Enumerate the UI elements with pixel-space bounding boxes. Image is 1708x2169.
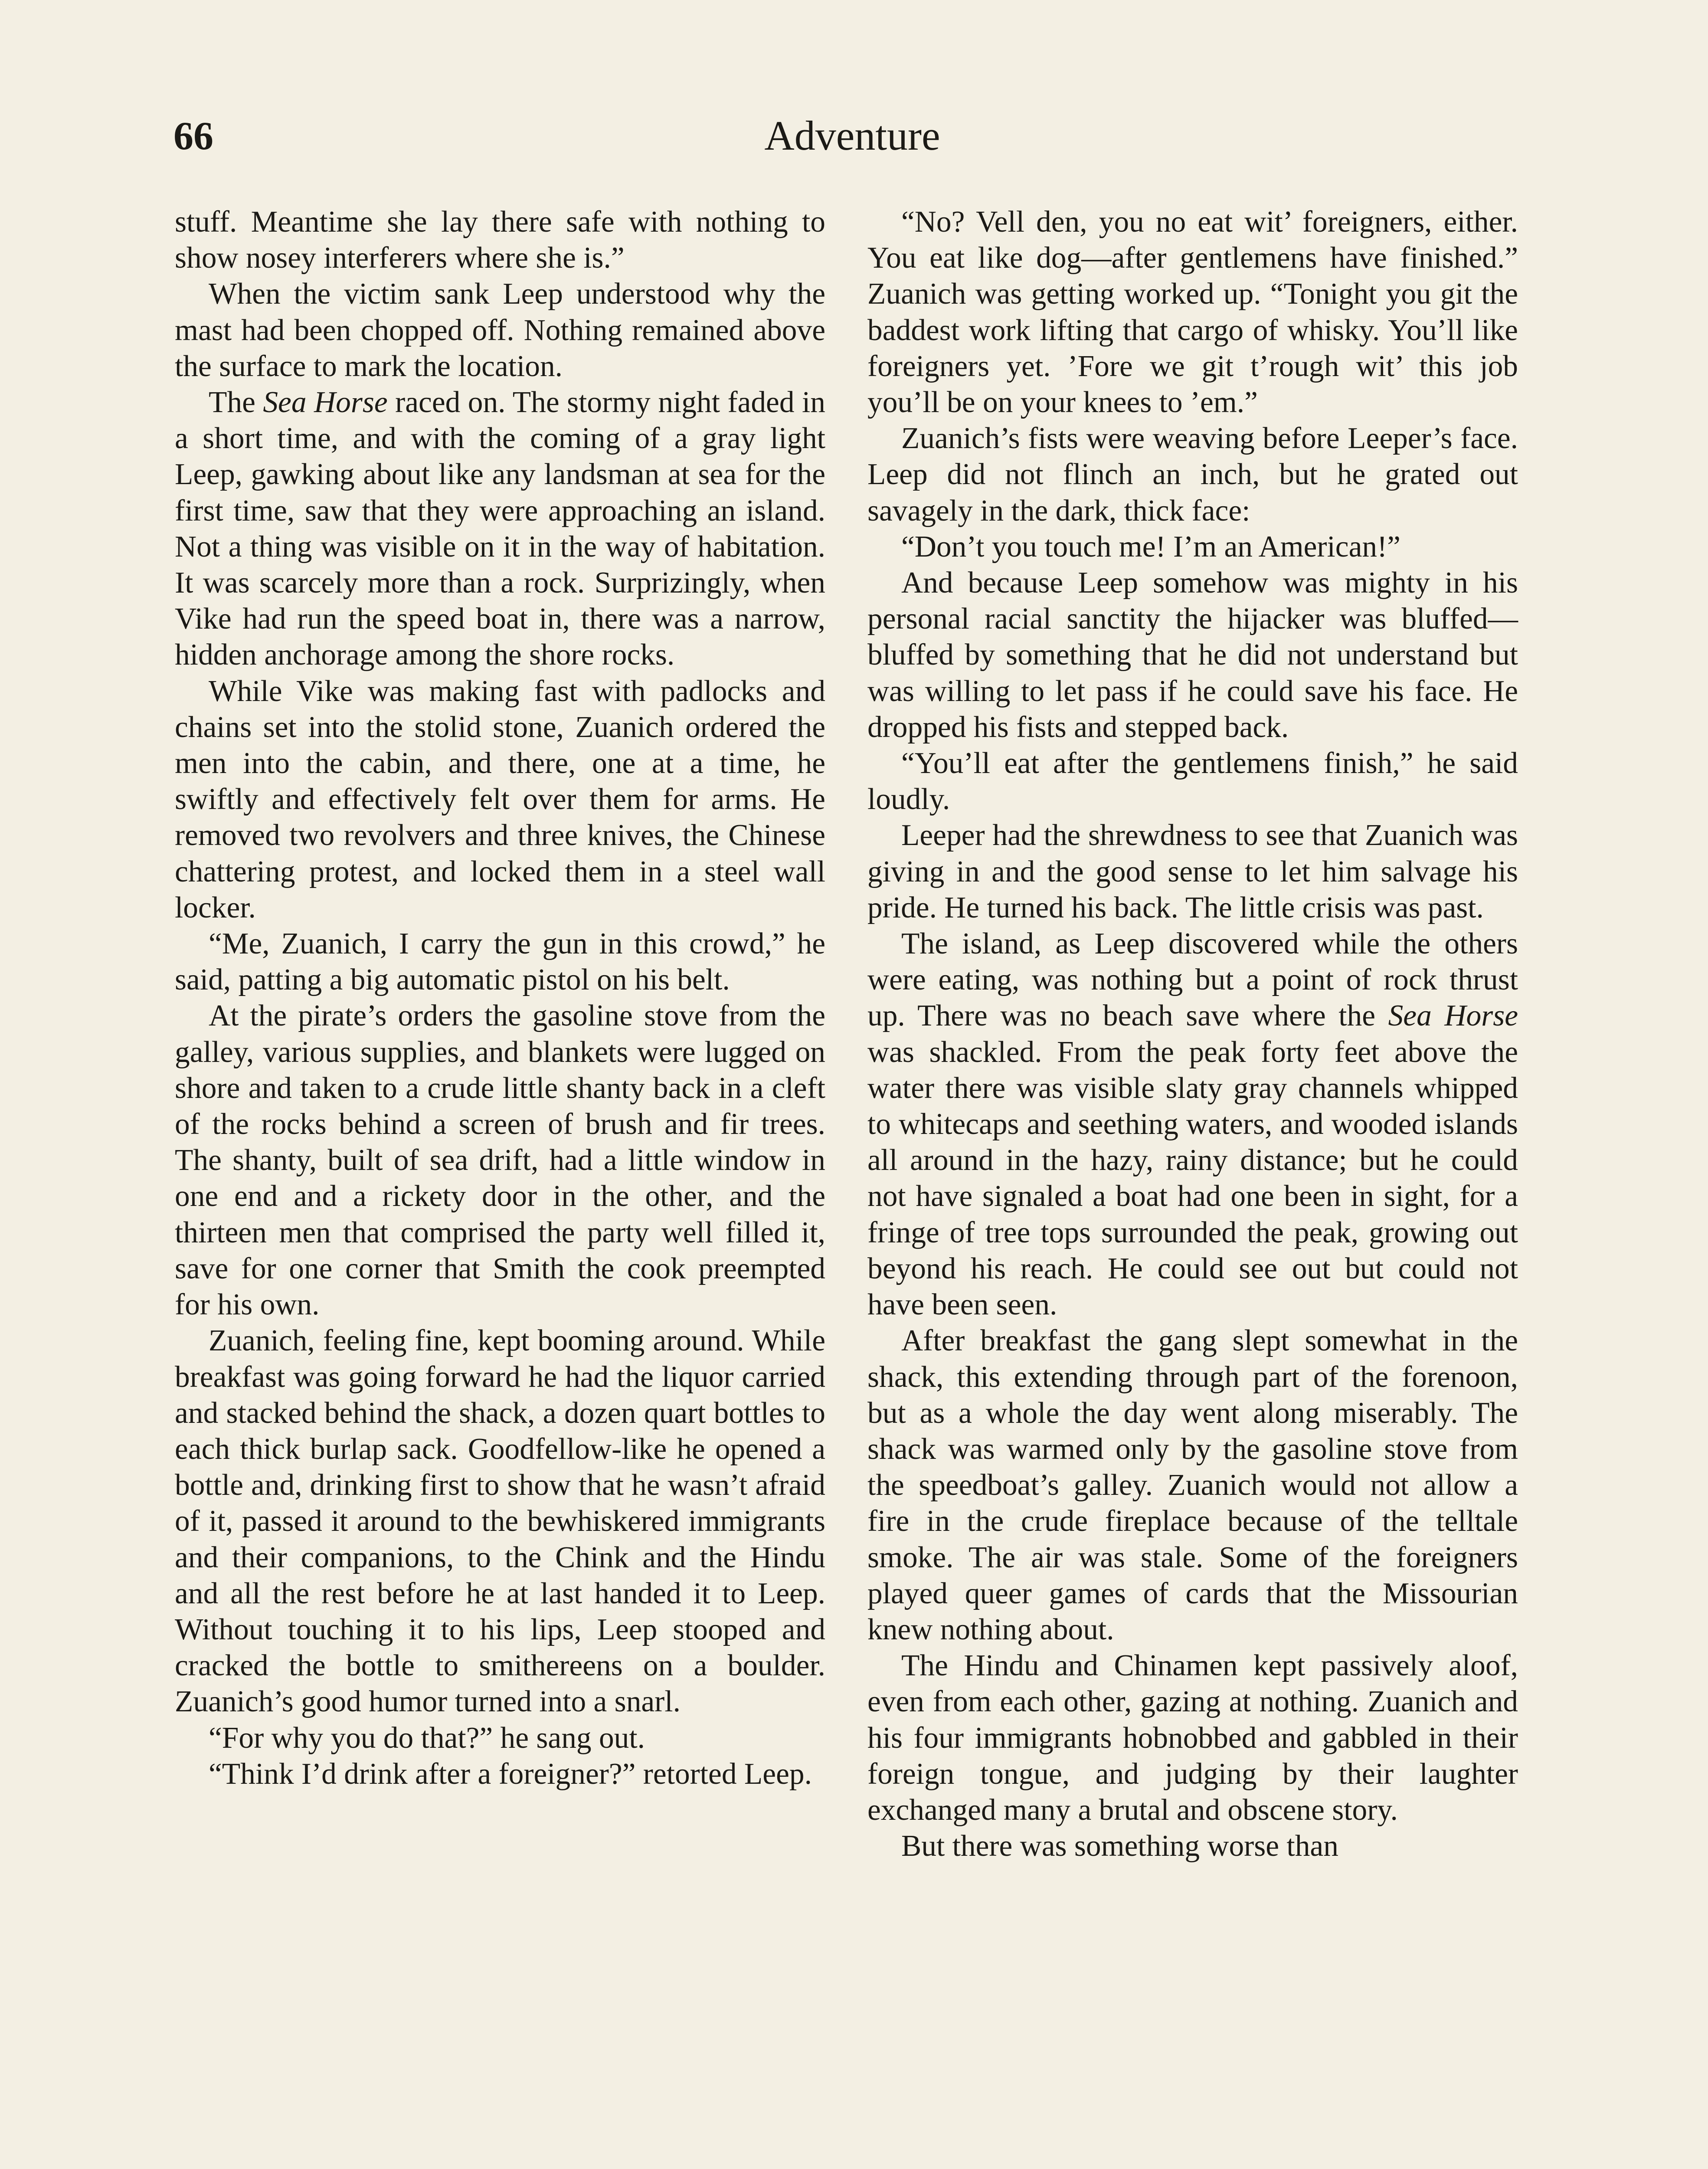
paragraph: While Vike was making fast with padlocks and chains set into the stolid stone, Zuanich ordered the men into the cabin, and there, one at a time, he swiftly and effectively felt over them for arms. He removed two revolvers and three knives, the Chinese chattering protest, and locked them in a steel wall locker. [175,674,825,924]
paragraph: The Hindu and Chinamen kept passively aloof, even from each other, gazing at nothing. Zuanich and his four immigrants hobnobbed and gabbled in their foreign tongue, and judging by their laughter exchanged many a brutal and obscene story. [867,1649,1518,1827]
paragraph: The island, as Leep discovered while the others were eating, was nothing but a point of rock thrust up. There was no beach save where the Sea Horse was shackled. From the peak forty feet above the water there was visible slaty gray channels whipped to whitecaps and seething waters, and wooded islands all around in the hazy, rainy distance; but he could not have signaled a boat had one been in sight, for a fringe of tree tops surrounded the peak, growing out beyond his reach. He could see out but could not have been seen. [867,927,1518,1322]
paragraph: At the pirate’s orders the gasoline stove from the galley, various supplies, and blankets were lugged on shore and taken to a crude little shanty back in a cleft of the rocks behind a screen of brush and fir trees. The shanty, built of sea drift, had a little window in one end and a rickety door in the other, and the thirteen men that comprised the party well filled it, save for one corner that Smith the cook preempted for his own. [175,999,825,1322]
paragraph: Zuanich, feeling fine, kept booming around. While breakfast was going forward he had the liquor carried and stacked behind the shack, a dozen quart bottles to each thick burlap sack. Goodfellow-like he opened a bottle and, drinking first to show that he wasn’t afraid of it, passed it around to the bewhiskered immigrants and their companions, to the Chink and the Hindu and all the rest before he at last handed it to Leep. Without touching it to his lips, Leep stooped and cracked the bottle to smithereens on a boulder. Zuanich’s good humor turned into a snarl. [175,1324,825,1719]
paragraph: After breakfast the gang slept somewhat in the shack, this extending through part of the forenoon, but as a whole the day went along miserably. The shack was warmed only by the gasoline stove from the speedboat’s galley. Zuanich would not allow a fire in the crude fireplace because of the telltale smoke. The air was stale. Some of the foreigners played queer games of cards that the Missourian knew nothing about. [867,1324,1518,1646]
paragraph: “For why you do that?” he sang out. [209,1721,645,1755]
page-number: 66 [173,114,213,158]
paragraph: stuff. Meantime she lay there safe with nothing to show nosey interferers where she is.” [175,205,825,275]
paragraph: The Sea Horse raced on. The stormy night faded in a short time, and with the coming of a gray light Leep, gawking about like any landsman at sea for the first time, saw that they were approaching an island. Not a thing was visible on it in the way of habitation. It was scarcely more than a rock. Surprizingly, when Vike had run the speed boat in, there was a narrow, hidden anchorage among the shore rocks. [175,386,825,672]
paragraph: But there was something worse than [901,1829,1338,1863]
paragraph: Leeper had the shrewdness to see that Zuanich was giving in and the good sense to let him salvage his pride. He turned his back. The little crisis was past. [867,819,1518,924]
page-header [173,108,1531,177]
running-title: Adventure [764,112,940,159]
ship-name: Sea Horse [263,386,388,419]
paragraph: “Think I’d drink after a foreigner?” retorted Leep. [209,1757,812,1791]
paragraph: “Don’t you touch me! I’m an American!” [901,530,1400,564]
paragraph: And because Leep somehow was mighty in his personal racial sanctity the hijacker was bluffed—bluffed by something that he did not understand but was willing to let pass if he could save his face. He dropped his fists and stepped back. [867,566,1518,744]
ship-name: Sea Horse [1388,999,1518,1033]
right-column [867,204,1518,1864]
paragraph: When the victim sank Leep understood why the mast had been chopped off. Nothing remained above the surface to mark the location. [175,277,825,383]
paragraph: “No? Vell den, you no eat wit’ foreigners, either. You eat like dog—after gentlemens have finished.” Zuanich was getting worked up. “Tonight you git the baddest work lifting that cargo of whisky. You’ll like foreigners yet. ’Fore we git t’rough wit’ this job you’ll be on your knees to ’em.” [867,205,1518,419]
paragraph: “Me, Zuanich, I carry the gun in this crowd,” he said, patting a big automatic pistol on his belt. [175,927,825,997]
left-column [175,204,825,1792]
paragraph: “You’ll eat after the gentlemens finish,” he said loudly. [867,747,1518,816]
paragraph: Zuanich’s fists were weaving before Leeper’s face. Leep did not flinch an inch, but he grated out savagely in the dark, thick face: [867,422,1518,528]
